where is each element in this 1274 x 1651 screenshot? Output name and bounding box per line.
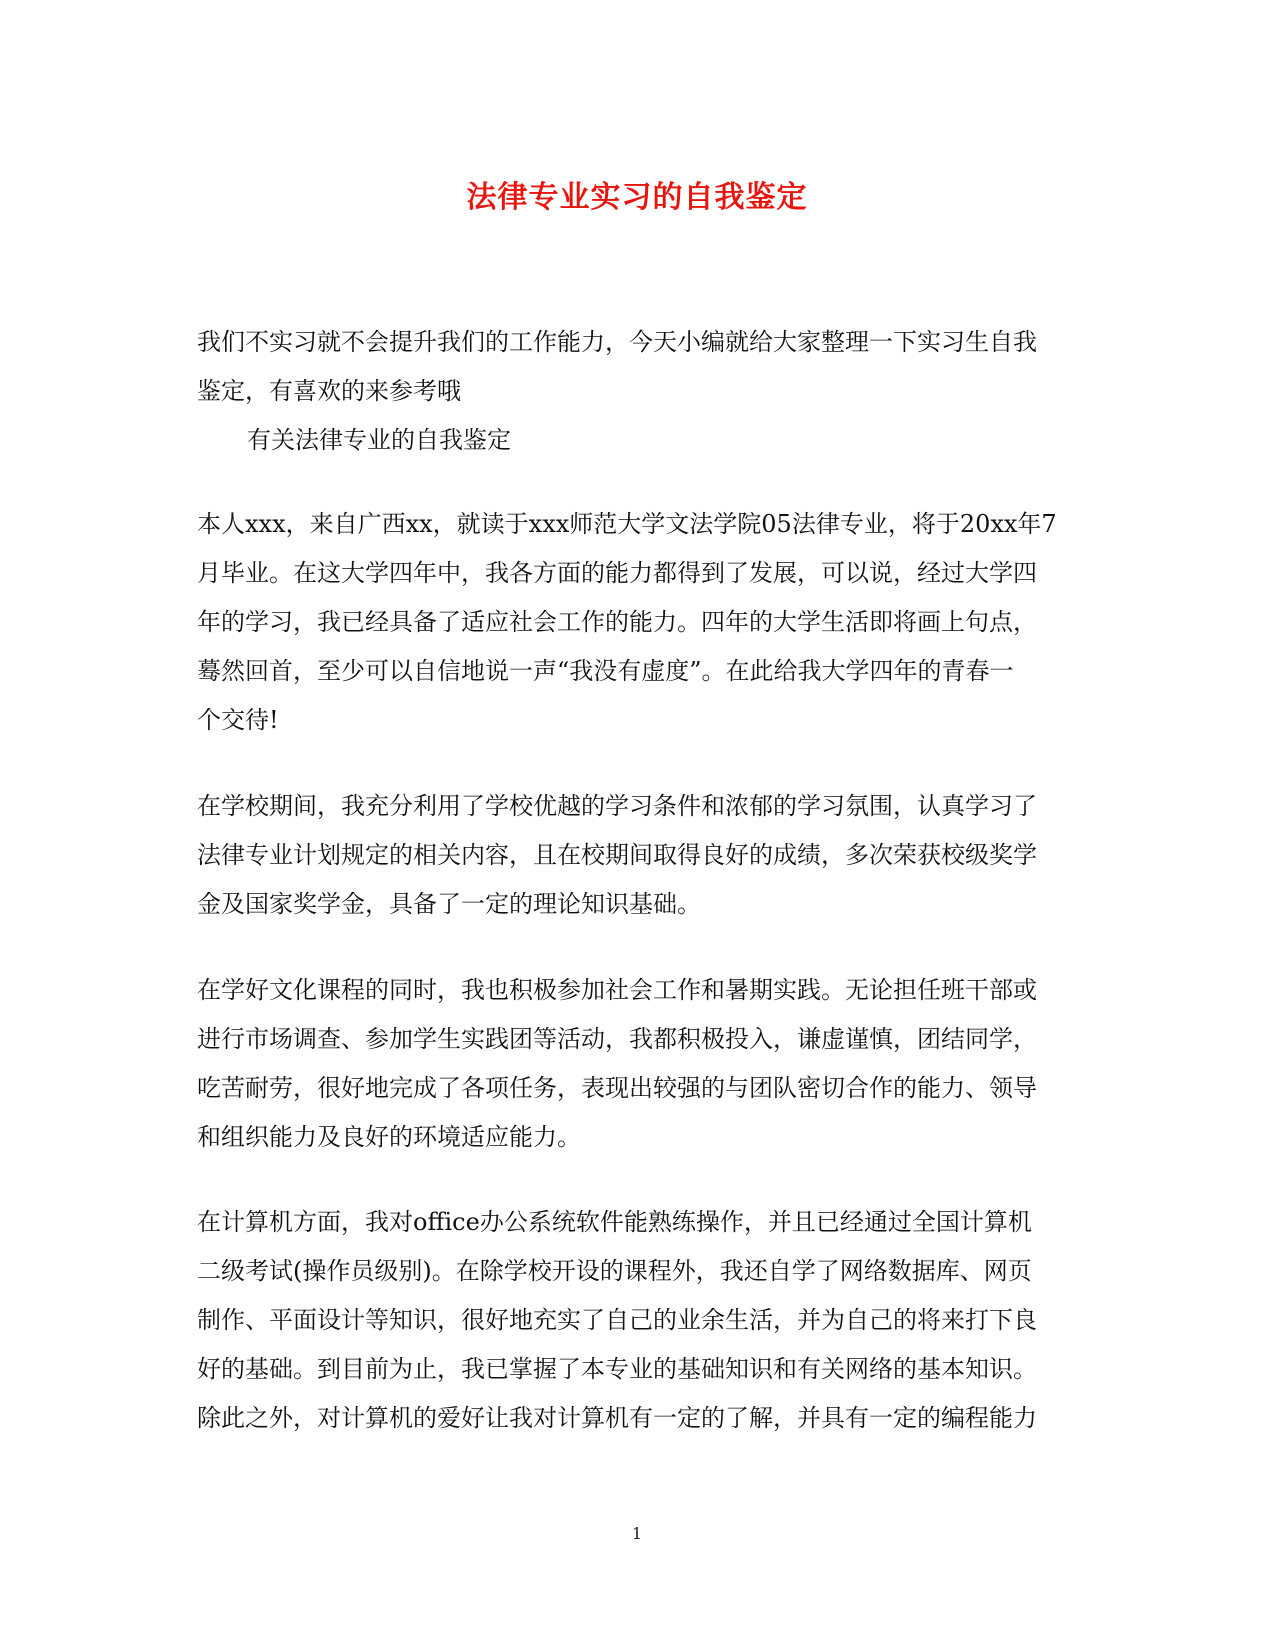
- text-line: 金及国家奖学金，具备了一定的理论知识基础。: [197, 890, 701, 918]
- text-line: 吃苦耐劳，很好地完成了各项任务，表现出较强的与团队密切合作的能力、领导: [197, 1074, 1037, 1102]
- paragraph-activities: [197, 966, 1077, 1162]
- text-line: 个交待!: [197, 706, 279, 734]
- text-line: 蓦然回首，至少可以自信地说一声“我没有虚度”。在此给我大学四年的青春一: [197, 657, 1014, 685]
- text-line: 好的基础。到目前为止，我已掌握了本专业的基础知识和有关网络的基本知识。: [197, 1355, 1037, 1383]
- text-line: 在学校期间，我充分利用了学校优越的学习条件和浓郁的学习氛围，认真学习了: [197, 792, 1037, 820]
- subheading: 有关法律专业的自我鉴定: [247, 426, 511, 454]
- text-line: 鉴定，有喜欢的来参考哦: [197, 377, 461, 405]
- text-line: 法律专业计划规定的相关内容，且在校期间取得良好的成绩，多次荣获校级奖学: [197, 841, 1037, 869]
- text-line: 我们不实习就不会提升我们的工作能力，今天小编就给大家整理一下实习生自我: [197, 328, 1037, 356]
- paragraph-study: [197, 782, 1077, 929]
- text-line: 在学好文化课程的同时，我也积极参加社会工作和暑期实践。无论担任班干部或: [197, 976, 1037, 1004]
- paragraph-computer: [197, 1198, 1077, 1443]
- text-line: 本人xxx，来自广西xx，就读于xxx师范大学文法学院05法律专业，将于20xx年7: [197, 510, 1057, 538]
- text-line: 进行市场调查、参加学生实践团等活动，我都积极投入，谦虚谨慎，团结同学，: [197, 1025, 1037, 1053]
- intro-paragraph: [197, 318, 1077, 465]
- text-line: 除此之外，对计算机的爱好让我对计算机有一定的了解，并具有一定的编程能力: [197, 1404, 1037, 1432]
- text-line: 二级考试(操作员级别)。在除学校开设的课程外，我还自学了网络数据库、网页: [197, 1257, 1032, 1285]
- text-line: 制作、平面设计等知识，很好地充实了自己的业余生活，并为自己的将来打下良: [197, 1306, 1037, 1334]
- text-line: 在计算机方面，我对office办公系统软件能熟练操作，并且已经通过全国计算机: [197, 1208, 1032, 1236]
- text-line: 和组织能力及良好的环境适应能力。: [197, 1123, 581, 1151]
- document-title: 法律专业实习的自我鉴定: [466, 180, 808, 215]
- text-line: 月毕业。在这大学四年中，我各方面的能力都得到了发展，可以说，经过大学四: [197, 559, 1037, 587]
- text-line: 年的学习，我已经具备了适应社会工作的能力。四年的大学生活即将画上句点，: [197, 608, 1037, 636]
- paragraph-background: [197, 500, 1077, 745]
- page-number: 1: [631, 1524, 643, 1543]
